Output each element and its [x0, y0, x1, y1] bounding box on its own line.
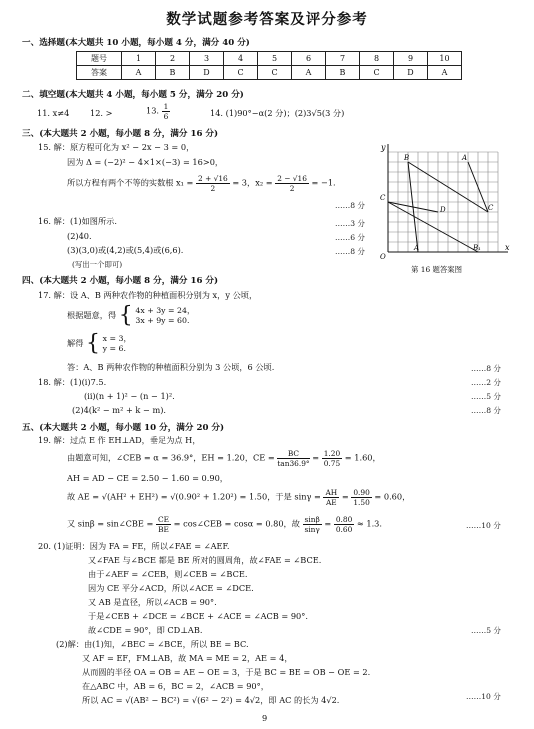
q18-score-2: ……5 分: [471, 392, 502, 401]
q15-text: = −1.: [311, 177, 336, 188]
q20-line-10: 从而圆的半径 OA = OB = AE − OE = 3，于是 BC = BE = OB − OE = 2.: [82, 667, 371, 677]
q20-line-7: 故∠CDE = 90°，即 CD⊥AB.: [88, 625, 203, 635]
q17-equations: [135, 306, 194, 326]
fraction-denominator: tan36.9°: [277, 459, 310, 468]
answer-cell: B: [156, 66, 190, 80]
q19-text: 由题意可知，∠CEB = α = 36.9°，EH = 1.20，CE =: [67, 452, 275, 463]
q17-score: ……8 分: [471, 364, 502, 373]
question-number-cell: 6: [292, 52, 326, 66]
q17-answer: 答：A、B 两种农作物的种植面积分别为 3 公顷，6 公顷.: [67, 362, 275, 372]
question-number-cell: 8: [360, 52, 394, 66]
q20-line-2: 又∠FAE 与∠BCE 都是 BE 所对的圆周角，故∠FAE = ∠BCE.: [88, 555, 322, 565]
figure-point-label: D: [440, 206, 446, 214]
q16-score-2: ……6 分: [335, 233, 366, 242]
fraction-numerator: BC: [277, 449, 309, 459]
q20-line-11: 在△ABC 中，AB = 6，BC = 2，∠ACB = 90°，: [82, 681, 269, 691]
q17-line-1: 17. 解：设 A、B 两种农作物的种植面积分别为 x，y 公顷，: [38, 290, 258, 300]
answer-q14: 14. (1)90°−α(2 分)；(2)3√5(3 分): [210, 108, 345, 118]
q16-line-2: (2)40.: [67, 231, 92, 241]
page-title: 数学试题参考答案及评分参考: [166, 11, 368, 28]
q19-text: 故 AE = √(AH² + EH²) = √(0.90² + 1.20²) = 1.50，于是 sinγ =: [67, 491, 321, 502]
q20-line-4: 因为 CE 平分∠ACD，所以∠ACE = ∠DCE.: [88, 583, 254, 593]
section-4-heading: 四、(本大题共 2 小题，每小题 8 分，满分 16 分): [22, 276, 219, 286]
q16-line-3: (3)(3,0)或(4,2)或(5,4)或(6,6).: [67, 245, 184, 255]
fraction-denominator: 6: [163, 112, 169, 121]
figure-y-label: y: [381, 143, 386, 152]
q19-text: = cos∠CEB = cosα = 0.80，故: [173, 518, 300, 529]
question-number-cell: 4: [224, 52, 258, 66]
figure-x-label: x: [505, 243, 510, 252]
q19-text: =: [341, 491, 349, 502]
question-number-cell: 3: [190, 52, 224, 66]
q20-line-1: 20. (1)证明：因为 FA = FE，所以∠FAE = ∠AEF.: [38, 541, 230, 551]
q19-line-1: 19. 解：过点 E 作 EH⊥AD，垂足为点 H，: [38, 435, 201, 445]
equation: 4x + 3y = 24，: [135, 306, 195, 315]
table-header-cell: 答案: [77, 66, 122, 80]
section-3-heading: 三、(本大题共 2 小题，每小题 8 分，满分 16 分): [22, 129, 219, 139]
q19-text: = 0.60，: [374, 491, 411, 502]
q15-line-2: 因为 Δ = (−2)² − 4×1×(−3) = 16>0，: [67, 157, 224, 167]
fraction-denominator: AE: [325, 498, 337, 507]
question-number-cell: 10: [428, 52, 462, 66]
question-number-cell: 9: [394, 52, 428, 66]
question-number-cell: 2: [156, 52, 190, 66]
q16-score-1: ……3 分: [335, 219, 366, 228]
fraction-denominator: 0.60: [335, 525, 353, 534]
q15-text: 所以方程有两个不等的实数根 x₁ =: [67, 177, 194, 188]
q15-text: = 3，x₂ =: [232, 177, 273, 188]
figure-point-label: C: [488, 204, 494, 212]
q17-text: 根据题意，得: [67, 310, 117, 320]
section-5-heading: 五、(本大题共 2 小题，每小题 10 分，满分 20 分): [22, 423, 225, 433]
q15-root-1-fraction: [196, 174, 230, 193]
q19-fraction: [303, 515, 322, 534]
answer-cell: D: [394, 66, 428, 80]
equation: x = 3，: [102, 334, 132, 343]
answer-cell: C: [360, 66, 394, 80]
left-brace-icon: {: [118, 303, 133, 328]
question-number-cell: 7: [326, 52, 360, 66]
fraction-denominator: 0.75: [323, 459, 341, 468]
figure-point-label: B₁: [473, 244, 481, 252]
q20-score-2: ……10 分: [466, 692, 501, 701]
q19-fraction: [322, 449, 342, 468]
question-number-cell: 5: [258, 52, 292, 66]
answer-table: [76, 51, 462, 80]
section-1-heading: 一、选择题(本大题共 10 小题，每小题 4 分，满分 40 分): [22, 38, 250, 48]
q20-line-3: 由于∠AEF = ∠CEB，则∠CEB = ∠BCE.: [88, 569, 248, 579]
page-number: 9: [262, 713, 268, 723]
q20-score-1: ……5 分: [471, 626, 502, 635]
q18-line-3: (2)4(k² − m² + k − m).: [72, 405, 167, 415]
q19-line-4: [67, 488, 410, 507]
equation: y = 6.: [102, 344, 126, 353]
q17-text: 解得: [67, 338, 84, 348]
answer-cell: B: [326, 66, 360, 80]
q19-fraction: [351, 488, 371, 507]
question-number-cell: 1: [122, 52, 156, 66]
q19-fraction: [277, 449, 309, 468]
q19-text: = 1.60，: [344, 452, 381, 463]
q16-grid-figure: [378, 140, 514, 260]
q15-score: ……8 分: [335, 201, 366, 210]
q20-line-12: 所以 AC = √(AB² − BC²) = √(6² − 2²) = 4√2，即 AC 的长为 4√2.: [82, 695, 340, 705]
fraction-numerator: CE: [157, 515, 170, 524]
q15-root-2-fraction: [275, 174, 309, 193]
q17-system: [67, 303, 195, 328]
q19-score: ……10 分: [466, 521, 501, 530]
q17-solutions: [103, 334, 132, 354]
q18-score-1: ……2 分: [471, 378, 502, 387]
q19-fraction: [323, 488, 339, 507]
q19-text: =: [324, 518, 332, 529]
fraction-numerator: AH: [325, 488, 338, 497]
q20-line-8: (2)解：由(1)知，∠BEC = ∠BCE，所以 BE = BC.: [56, 639, 249, 649]
q18-line-1: 18. 解：(1)(ⅰ)7.5.: [38, 377, 107, 387]
fraction-numerator: sinβ: [304, 515, 320, 524]
answer-table-number-row: [77, 52, 462, 66]
q20-line-5: 又 AB 是直径，所以∠ACB = 90°.: [88, 597, 217, 607]
figure-grid: [388, 152, 498, 252]
q19-line-2: [67, 449, 381, 468]
fraction-numerator: 1.20: [323, 449, 341, 458]
q17-solution: [67, 331, 132, 356]
answer-cell: A: [428, 66, 462, 80]
answer-cell: C: [224, 66, 258, 80]
answer-q13: [146, 102, 170, 121]
q18-score-3: ……8 分: [471, 406, 502, 415]
fraction-denominator: sinγ: [304, 525, 320, 534]
q18-line-2: (ⅱ)(n + 1)² − (n − 1)².: [84, 391, 175, 401]
answer-cell: A: [122, 66, 156, 80]
q19-text: ≈ 1.3.: [356, 518, 382, 529]
left-brace-icon: {: [86, 331, 100, 356]
q19-fraction: [334, 515, 354, 534]
answer-table-answer-row: [77, 66, 462, 80]
q16-score-3: ……8 分: [335, 247, 366, 256]
q19-text: =: [312, 452, 320, 463]
fraction-denominator: 2: [210, 184, 216, 193]
q20-line-6: 于是∠CEB + ∠DCE = ∠BCE + ∠ACE = ∠ACB = 90°.: [88, 611, 308, 621]
figure-point-label: B: [404, 154, 410, 162]
fraction-numerator: 1: [163, 102, 169, 111]
q19-fraction: [156, 515, 171, 534]
figure-point-label: A: [462, 154, 468, 162]
answer-cell: A: [292, 66, 326, 80]
section-2-heading: 二、填空题(本大题共 4 小题，每小题 5 分，满分 20 分): [22, 90, 244, 100]
q15-line-1: 15. 解：原方程可化为 x² − 2x − 3 = 0，: [38, 142, 195, 152]
fraction-denominator: 2: [289, 184, 295, 193]
figure-point-label: A: [414, 244, 420, 252]
fraction-denominator: 1.50: [353, 498, 370, 507]
answer-cell: C: [258, 66, 292, 80]
q19-text: 又 sinβ = sin∠CBE =: [67, 518, 154, 529]
fraction-numerator: 0.90: [353, 488, 370, 497]
q20-line-9: 又 AF = EF，FM⊥AB，故 MA = ME = 2，AE = 4，: [82, 653, 293, 663]
equation: 3x + 9y = 60.: [135, 316, 190, 325]
q19-line-3: AH = AD − CE = 2.50 − 1.60 = 0.90，: [67, 473, 228, 483]
figure-point-label: C: [380, 194, 386, 202]
fraction-numerator: 2 + √16: [198, 174, 228, 183]
answer-cell: D: [190, 66, 224, 80]
fraction-numerator: 2 − √16: [277, 174, 307, 183]
fraction-denominator: BE: [158, 525, 169, 534]
answer-q11: 11. x≠4: [37, 108, 70, 118]
q19-line-5: [67, 515, 382, 534]
q15-line-3: [67, 174, 336, 193]
table-header-cell: 题号: [77, 52, 122, 66]
q16-line-1: 16. 解：(1)如图所示.: [38, 216, 117, 226]
q13-label: 13.: [146, 105, 160, 116]
fraction-numerator: 0.80: [335, 515, 353, 524]
answer-q12: 12. >: [90, 108, 113, 118]
q16-note: (写出一个即可): [72, 260, 123, 269]
q13-fraction: [162, 102, 171, 121]
figure-origin-label: O: [380, 253, 386, 260]
figure-caption: 第 16 题答案图: [411, 265, 463, 274]
